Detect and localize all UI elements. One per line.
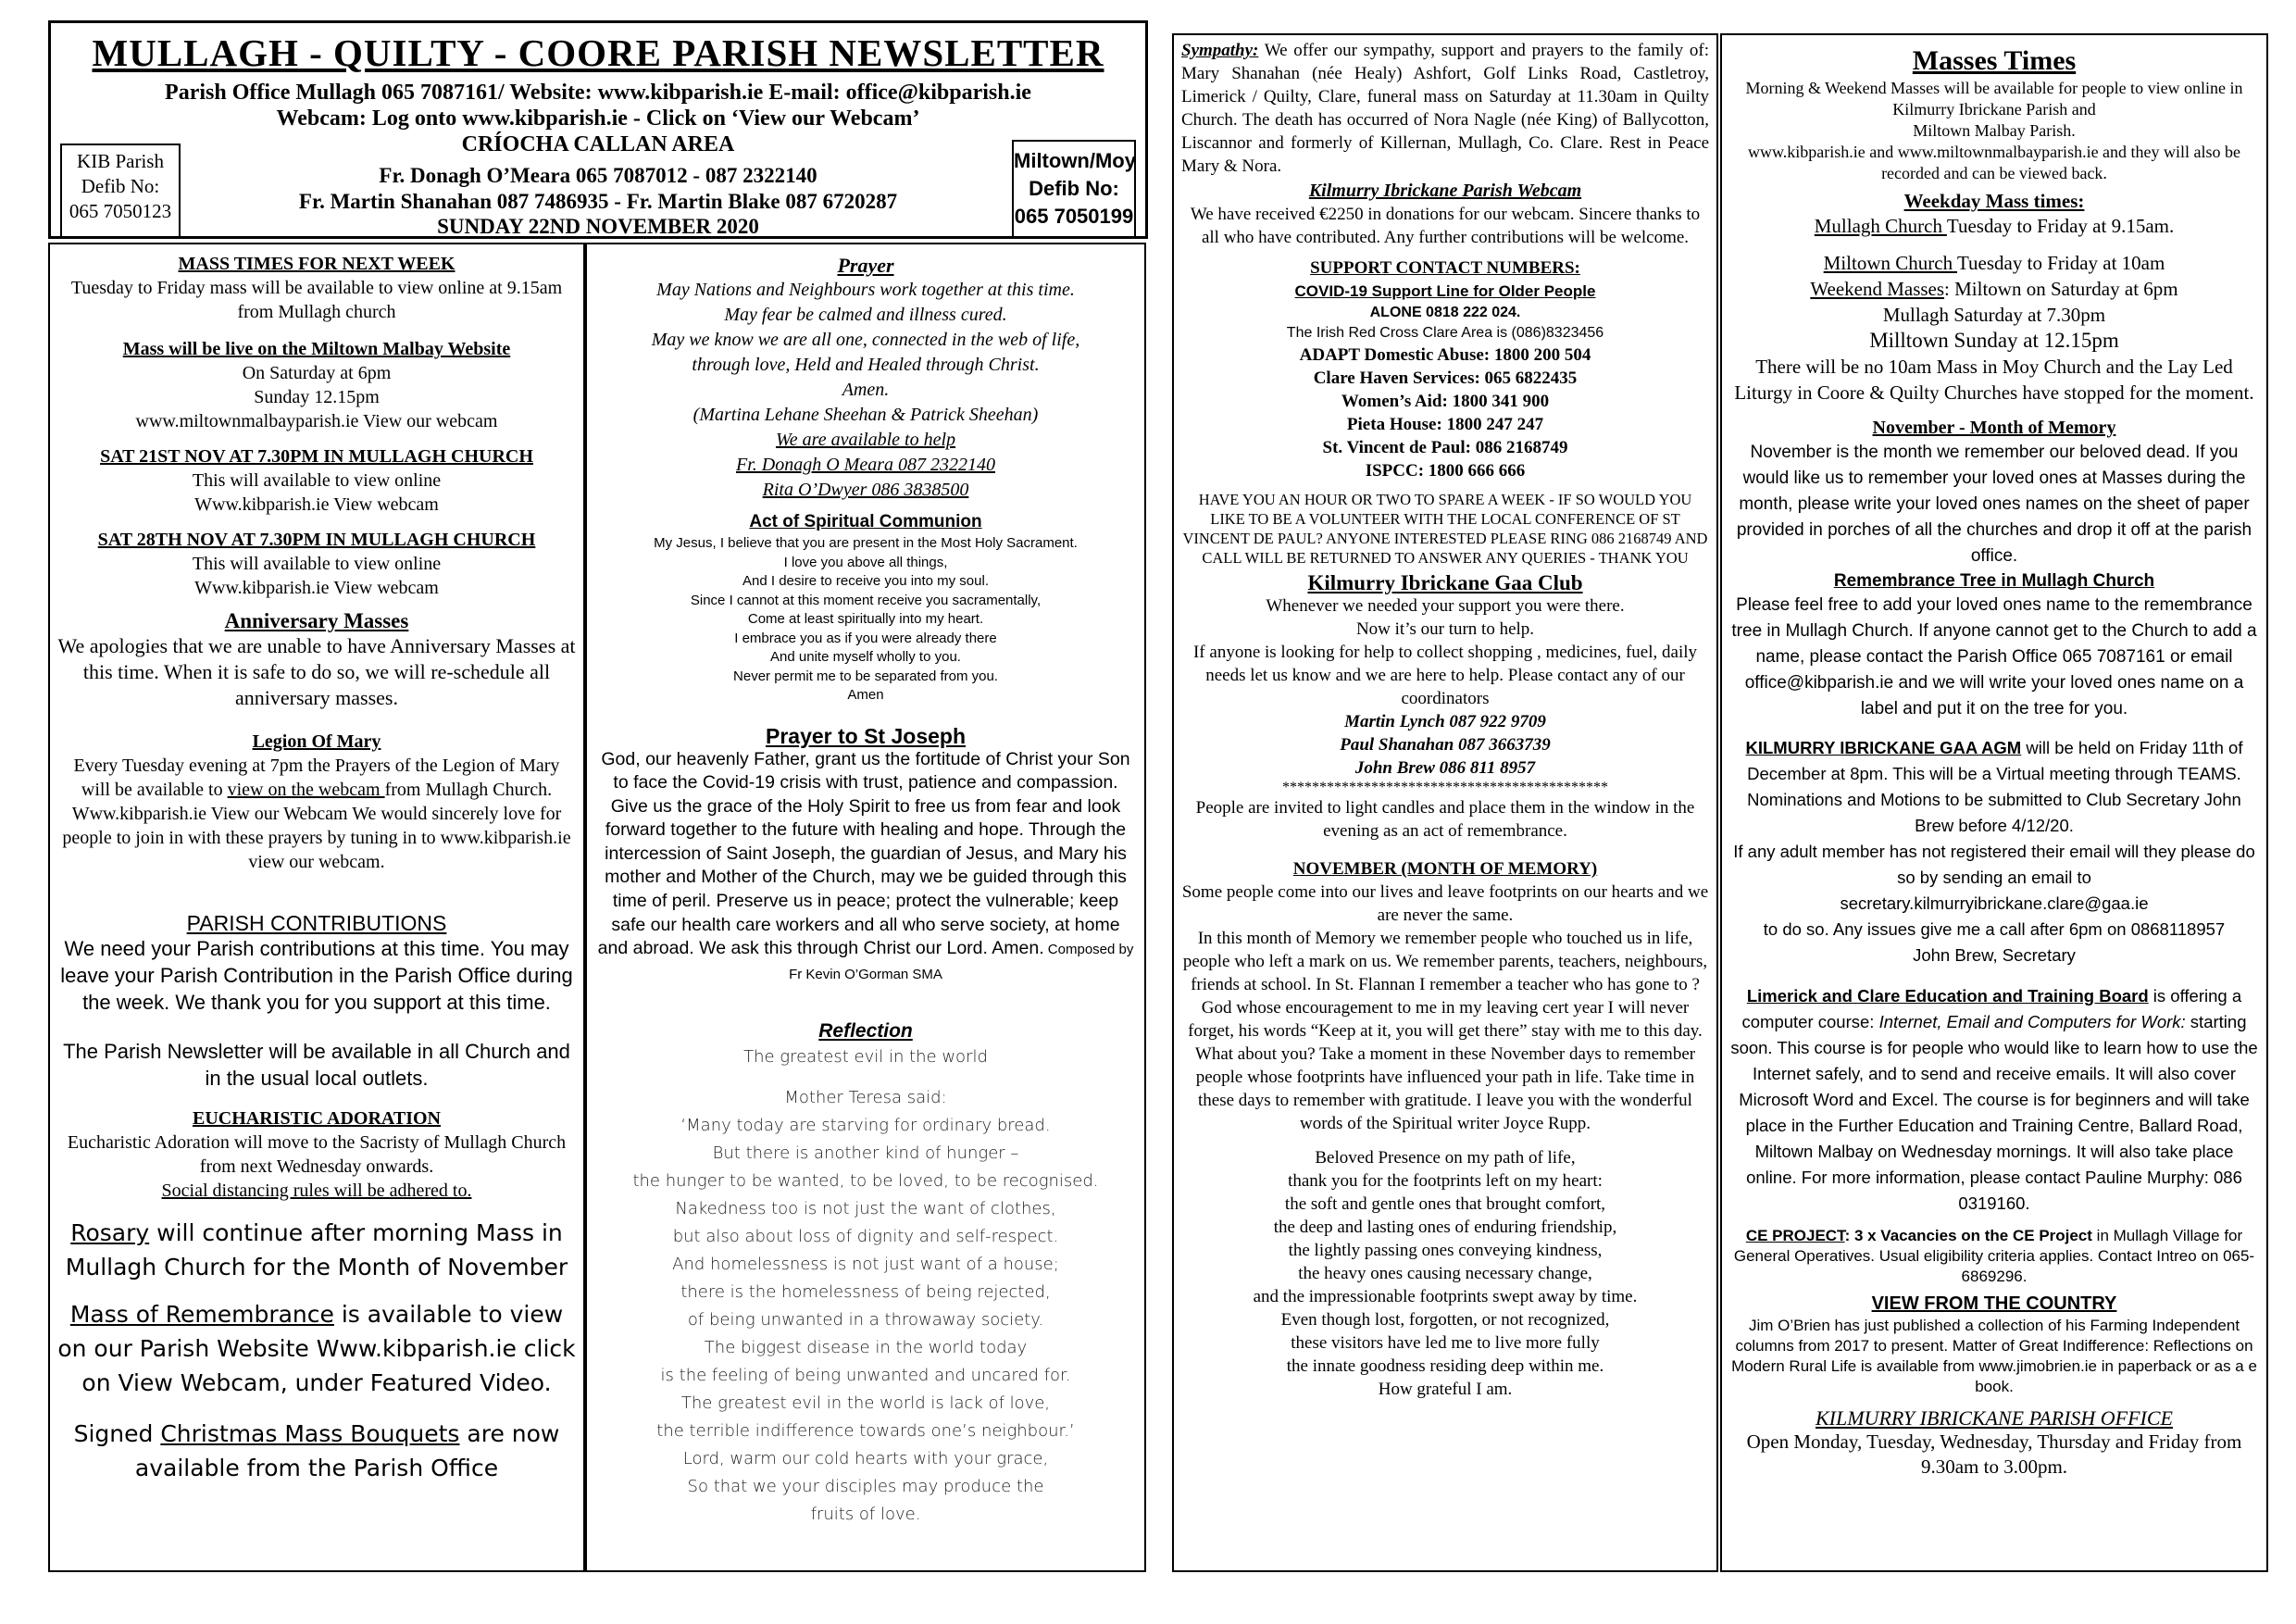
agm-text: KILMURRY IBRICKANE GAA AGM will be held on Friday 11th of December at 8pm. This will be a Virtual meeting through TEAMS. Nominations and Motions to be submitted to Club Secretary John Brew before 4/12/20. xyxy=(1745,738,2243,835)
column-3: Sympathy: We offer our sympathy, support and prayers to the family of: Mary Shanahan (née Healy) Ashfort, Golf Links Road, Castletroy, Limerick / Quilty, Clare, funeral mass on Saturday at 11.30am in Quilty Church. The death has occurred of Nora Nagle (née King) of Ballycotton, Liscannor and formerly of Killernan, Mullagh, Co. Clare. Rest in Peace Mary & Nora. Kilmurry Ibrickane Parish Webcam We have received €2250 in donations for our webcam. Sincere thanks to all who have contributed. Any further contributions will be welcome. SUPPORT CONTACT NUMBERS: COVID-19 Support Line for Older People ALONE 0818 222 024. The Irish Red Cross Clare Area is (086)8323456 ADAPT Domestic Abuse: 1800 200 504 Clare Haven Services: 065 6822435 Women’s Aid: 1800 341 900 Pieta House: 1800 247 247 St. Vincent de Paul: 086 2168749 ISPCC: 1800 666 666 HAVE YOU AN HOUR OR TWO TO SPARE A WEEK - IF SO WOULD YOU LIKE TO BE A VOLUNTEER WITH THE LOCAL CONFERENCE OF ST VINCENT DE PAUL? ANYONE INTERESTED PLEASE RING 086 2168749 AND CALL WILL BE RETURNED TO ANSWER ANY QUERIES - THANK YOU Kilmurry Ibrickane Gaa Club Whenever we needed your support you were there. Now it’s our turn to help. If anyone is looking for help to collect shopping , medicines, fuel, daily needs let us know and we are here to help. Please contact any of our coordinators Martin Lynch 087 922 9709 Paul Shanahan 087 3663739 John Brew 086 811 8957 ******************************************** People are invited to light candles and place them in the window in the evening as an act of remembrance. NOVEMBER (MONTH OF MEMORY) Some people come into our lives and leave footprints on our hearts and we are never the same. In this month of Memory we remember people who touched us in life, people who left a mark on us. We remember parents, teachers, neighbours, friends at school. In St. Flannan I remember a teacher who has gone to ?God whose encouragement to me in my leaving cert year I will never forget, his words “Keep at it, you will get there” stay with me to this day. What about you? Take a moment in these November days to remember people whose footprints have influenced your path in life. Take time in these days to remember with gratitude. I leave you with the wonderful words of the Spiritual writer Joyce Rupp. Beloved Presence on my path of life, thank you for the footprints left on my heart: the soft and gentle ones that brought comfort, the deep and lasting ones of enduring friendship, the lightly passing ones conveying kindness, the heavy ones causing necessary change, and the impressionable footprints swept away by time. Even though lost, forgotten, or not recognized, these visitors have led me to live more fully the innate goodness residing deep within me. How grateful I am. xyxy=(1172,33,1718,1572)
support-numbers: ADAPT Domestic Abuse: 1800 200 504 Clare Haven Services: 065 6822435 Women’s Aid: 1800 341 900 Pieta House: 1800 247 247 St. Vincent de Paul: 086 2168749 ISPCC: 1800 666 666 xyxy=(1299,345,1591,481)
candles-text: People are invited to light candles and place them in the window in the evening as an act of remembrance. xyxy=(1195,798,1695,841)
reflection-heading: Reflection xyxy=(818,1020,913,1043)
contributions-heading: PARISH CONTRIBUTIONS xyxy=(186,911,447,935)
column-4: Masses Times Morning & Weekend Masses will be available for people to view online in Kilmurry Ibrickane Parish and Miltown Malbay Parish. www.kibparish.ie and www.miltownmalbayparish.ie and they will also be recorded and can be viewed back. Weekday Mass times: Mullagh Church Tuesday to Friday at 9.15am. Miltown Church Tuesday to Friday at 10am Weekend Masses: Miltown on Saturday at 6pm Mullagh Saturday at 7.30pm Milltown Sunday at 12.15pm There will be no 10am Mass in Moy Church and the Lay Led Liturgy in Coore & Quilty Churches have stopped for the moment. November - Month of Memory November is the month we remember our beloved dead. If you would like us to remember your loved ones at Masses during the month, please write your loved ones names on the sheet of paper provided in porches of all the churches and drop it off at the parish office. Remembrance Tree in Mullagh Church Please feel free to add your loved ones name to the remembrance tree in Mullagh Church. If anyone cannot get to the Church to add a name, please contact the Parish Office 065 7087161 or email office@kibparish.ie and we will write your loved ones name on a label and put it on the tree for you. KILMURRY IBRICKANE GAA AGM will be held on Friday 11th of December at 8pm. This will be a Virtual meeting through TEAMS. Nominations and Motions to be submitted to Club Secretary John Brew before 4/12/20. If any adult member has not registered their email will they please do so by sending an email to secretary.kilmurryibrickane.clare@gaa.ie to do so. Any issues give me a call after 6pm on 0868118957 John Brew, Secretary Limerick and Clare Education and Training Board is offering a computer course: Internet, Email and Computers for Work: starting soon. This course is for people who would like to learn how to use the Internet safely, and to send and receive emails. It will also cover Microsoft Word and Excel. The course is for beginners and will take place in the Further Education and Training Centre, Ballard Road, Miltown Malbay on Wednesday mornings. It will also take place online. For more information, please contact Pauline Murphy: 086 0319160. CE PROJECT: 3 x Vacancies on the CE Project in Mullagh Village for General Operatives. Usual eligibility criteria applies. Contact Intreo on 065-6869296. VIEW FROM THE COUNTRY Jim O’Brien has just published a collection of his Farming Independent columns from 2017 to present. Matter of Great Indifference: Reflections on Modern Rural Life is available from www.jimobrien.ie in paperback or as a e book. KILMURRY IBRICKANE PARISH OFFICE Open Monday, Tuesday, Wednesday, Thursday and Friday from 9.30am to 3.00pm. xyxy=(1720,33,2268,1572)
agm-email: secretary.kilmurryibrickane.clare@gaa.ie xyxy=(1840,893,2149,913)
anniversary-text: We apologies that we are unable to have Anniversary Masses at this time. When it is safe to do so, we will re-schedule all anniversary masses. xyxy=(57,634,576,709)
remembrance-note: Mass of Remembrance is available to view on our Parish Website Www.kibparish.ie click on View Webcam, under Featured Video. xyxy=(57,1301,576,1396)
webcam-link[interactable]: view on the webcam xyxy=(227,780,385,800)
distancing-note: Social distancing rules will be adhered to. xyxy=(161,1181,472,1201)
area-line: CRÍOCHA CALLAN AREA xyxy=(461,132,735,156)
miltown-live-heading: Mass will be live on the Miltown Malbay Website xyxy=(122,339,511,359)
spiritual-communion-heading: Act of Spiritual Communion xyxy=(749,512,982,531)
rosary-note: Rosary will continue after morning Mass in Mullagh Church for the Month of November xyxy=(65,1219,568,1280)
reflection-text: The greatest evil in the world Mother Teresa said: ‘Many today are starving for ordinary bread. But there is another kind of hunger – the hunger to be wanted, to be loved, to be recognised. Nakedness too is not just the want of clothes, but also about loss of dignity and self-respect. And homelessness is not just want of a house; there is the homelessness of being rejected, of being unwanted in a throwaway society. The biggest disease in the world today is the feeling of being unwanted and uncared for. The greatest evil in the world is lack of love, the terrible indifference towards one’s neighbour.’ Lord, warm our cold hearts with your grace, So that we your disciples may produce the fruits of love. xyxy=(632,1047,1099,1525)
weekday-heading: Weekday Mass times: xyxy=(1903,190,2085,212)
bouquets-note: Signed Christmas Mass Bouquets are now available from the Parish Office xyxy=(73,1420,560,1481)
view-country-heading: VIEW FROM THE COUNTRY xyxy=(1871,1293,2117,1314)
coordinators: Martin Lynch 087 922 9709 Paul Shanahan 087 3663739 John Brew 086 811 8957 xyxy=(1340,712,1551,778)
contact-line: Parish Office Mullagh 065 7087161/ Website: www.kibparish.ie E-mail: office@kibparish.ie xyxy=(165,81,1031,105)
legion-text: Every Tuesday evening at 7pm the Prayers of the Legion of Mary will be available to view on the webcam from Mullagh Church. Www.kibparish.ie View our Webcam We would sincerely love for people to join in with these prayers by tuning in to www.kibparish.ie view our webcam. xyxy=(62,756,571,872)
spiritual-communion-text: My Jesus, I believe that you are present in the Most Holy Sacrament. I love you above all things, And I desire to receive you into my soul. Since I cannot at this moment receive you sacramentally, Come at least spiritually into my heart. I embrace you as if you were already there And unite myself wholly to you. Never permit me to be separated from you. Amen xyxy=(654,535,1078,703)
divider-stars: ******************************************** xyxy=(1282,780,1608,795)
office-hours: Open Monday, Tuesday, Wednesday, Thursday and Friday from 9.30am to 3.00pm. xyxy=(1746,1430,2242,1478)
eucharistic-text: Eucharistic Adoration will move to the Sacristy of Mullagh Church from next Wednesday onwards. xyxy=(67,1132,567,1177)
sat21-heading: SAT 21ST NOV AT 7.30PM IN MULLAGH CHURCH xyxy=(100,446,533,467)
prayer-heading: Prayer xyxy=(837,254,894,277)
sat28-heading: SAT 28TH NOV AT 7.30PM IN MULLAGH CHURCH xyxy=(97,530,536,550)
gaa-heading: Kilmurry Ibrickane Gaa Club xyxy=(1307,571,1583,594)
covid-heading: COVID-19 Support Line for Older People xyxy=(1294,282,1596,300)
november-heading: NOVEMBER (MONTH OF MEMORY) xyxy=(1292,859,1598,879)
miltown-defib-box: Miltown/Moy Defib No: 065 7050199 xyxy=(1012,140,1136,239)
lcetb-text: Limerick and Clare Education and Training Board is offering a computer course: Internet, Email and Computers for Work: starting soon. This course is for people who would like to learn how to use the Internet safely, and to send and receive emails. It will also cover Microsoft Word and Excel. The course is for beginners and will take place in the Further Education and Training Centre, Ballard Road, Miltown Malbay on Wednesday mornings. It will also take place online. For more information, please contact Pauline Murphy: 086 0319160. xyxy=(1730,986,2258,1213)
tree-heading: Remembrance Tree in Mullagh Church xyxy=(1833,571,2155,591)
st-joseph-heading: Prayer to St Joseph xyxy=(765,723,967,748)
masses-heading: Masses Times xyxy=(1912,45,2077,76)
priest-line-1: Fr. Donagh O’Meara 065 7087012 - 087 2322140 xyxy=(379,164,817,187)
tree-text: Please feel free to add your loved ones name to the remembrance tree in Mullagh Church. If anyone cannot get to the Church to add a name, please contact the Parish Office 065 7087161 or email office@kibparish.ie and we will write your loved ones name on a label and put it on the tree for you. xyxy=(1731,595,2257,718)
memory-text: November is the month we remember our beloved dead. If you would like us to remember your loved ones at Masses during the month, please write your loved ones names on the sheet of paper provided in porches of all the churches and drop it off at the parish office. xyxy=(1736,443,2252,566)
webcam-text: We have received €2250 in donations for our webcam. Sincere thanks to all who have contributed. Any further contributions will be welcome. xyxy=(1190,205,1701,247)
kib-defib-box: KIB Parish Defib No: 065 7050123 xyxy=(60,144,181,239)
anniversary-heading: Anniversary Masses xyxy=(224,609,409,632)
newsletter-header xyxy=(48,20,1148,239)
newsletter-note: The Parish Newsletter will be available in all Church and in the usual local outlets. xyxy=(63,1040,570,1090)
mass-schedule: Mullagh Church Tuesday to Friday at 9.15am. Miltown Church Tuesday to Friday at 10am Weekend Masses: Miltown on Saturday at 6pm Mullagh Saturday at 7.30pm Milltown Sunday at 12.15pm There will be no 10am Mass in Moy Church and the Lay Led Liturgy in Coore & Quilty Churches have stopped for the moment. xyxy=(1734,215,2254,404)
redcross-line: The Irish Red Cross Clare Area is (086)8323456 xyxy=(1286,325,1604,341)
legion-heading: Legion Of Mary xyxy=(252,731,381,752)
webcam-heading: Kilmurry Ibrickane Parish Webcam xyxy=(1308,181,1582,201)
volunteer-text: HAVE YOU AN HOUR OR TWO TO SPARE A WEEK - IF SO WOULD YOU LIKE TO BE A VOLUNTEER WITH THE LOCAL CONFERENCE OF ST VINCENT DE PAUL? ANYONE INTERESTED PLEASE RING 086 2168749 AND CALL WILL BE RETURNED TO ANSWER ANY QUERIES - THANK YOU xyxy=(1182,491,1708,567)
prayer-text: May Nations and Neighbours work together at this time. May fear be calmed and illness cured. May we know we are all one, connected in the web of life, through love, Held and Healed through Christ. Amen. (Martina Lehane Sheehan & Patrick Sheehan) We are available to help Fr. Donagh O Meara 087 2322140 Rita O’Dwyer 086 3838500 xyxy=(651,280,1080,500)
memory-heading: November - Month of Memory xyxy=(1872,418,2116,438)
gaa-text: If anyone is looking for help to collect shopping , medicines, fuel, daily needs let us know and we are here to help. Please contact any of our coordinators xyxy=(1192,643,1697,708)
sympathy-text: Sympathy: We offer our sympathy, support and prayers to the family of: Mary Shanahan (née Healy) Ashfort, Golf Links Road, Castletroy, Limerick / Quilty, Clare, funeral mass on Saturday at 11.30am in Quilty Church. The death has occurred of Nora Nagle (née King) of Ballycotton, Liscannor and formerly of Killernan, Mullagh, Co. Clare. Rest in Peace Mary & Nora. xyxy=(1181,41,1709,176)
mass-times-heading: MASS TIMES FOR NEXT WEEK xyxy=(178,254,455,274)
ce-project-text: CE PROJECT: 3 x Vacancies on the CE Project in Mullagh Village for General Operatives. Usual eligibility criteria applies. Contact Intreo on 065-6869296. xyxy=(1733,1227,2255,1285)
newsletter-date: SUNDAY 22ND NOVEMBER 2020 xyxy=(437,215,759,238)
webcam-line: Webcam: Log onto www.kibparish.ie - Click on ‘View our Webcam’ xyxy=(276,106,920,131)
support-heading: SUPPORT CONTACT NUMBERS: xyxy=(1310,258,1580,278)
eucharistic-heading: EUCHARISTIC ADORATION xyxy=(192,1108,441,1129)
column-2 xyxy=(585,243,1146,1572)
priest-line-2: Fr. Martin Shanahan 087 7486935 - Fr. Martin Blake 087 6720287 xyxy=(298,190,898,213)
office-heading: KILMURRY IBRICKANE PARISH OFFICE xyxy=(1816,1406,2173,1430)
alone-line: ALONE 0818 222 024. xyxy=(1369,305,1521,320)
mass-times-text: Tuesday to Friday mass will be available to view online at 9.15am from Mullagh church xyxy=(70,278,563,322)
column-1: MASS TIMES FOR NEXT WEEK Tuesday to Friday mass will be available to view online at 9.15am from Mullagh church Mass will be live on the Miltown Malbay Website On Saturday at 6pm Sunday 12.15pm www.miltownmalbayparish.ie View our webcam SAT 21ST NOV AT 7.30PM IN MULLAGH CHURCH This will available to view online Www.kibparish.ie View webcam SAT 28TH NOV AT 7.30PM IN MULLAGH CHURCH This will available to view online Www.kibparish.ie View webcam Anniversary Masses We apologies that we are unable to have Anniversary Masses at this time. When it is safe to do so, we will re-schedule all anniversary masses. Legion Of Mary Every Tuesday evening at 7pm the Prayers of the Legion of Mary will be available to view on the webcam from Mullagh Church. Www.kibparish.ie View our Webcam We would sincerely love for people to join in with these prayers by tuning in to www.kibparish.ie view our webcam. PARISH CONTRIBUTIONS We need your Parish contributions at this time. You may leave your Parish Contribution in the Parish Office during the week. We thank you for you support at this time. The Parish Newsletter will be available in all Church and in the usual local outlets. EUCHARISTIC ADORATION Eucharistic Adoration will move to the Sacristy of Mullagh Church from next Wednesday onwards. Social distancing rules will be adhered to. Rosary will continue after morning Mass in Mullagh Church for the Month of November Mass of Remembrance is available to view on our Parish Website Www.kibparish.ie click on View Webcam, under Featured Video. Signed Christmas Mass Bouquets are now available from the Parish Office xyxy=(48,243,585,1572)
contributions-text: We need your Parish contributions at this time. You may leave your Parish Contribution in the Parish Office during the week. We thank you for you support at this time. xyxy=(60,937,573,1014)
newsletter-title: MULLAGH - QUILTY - COORE PARISH NEWSLETTER xyxy=(92,31,1104,74)
view-country-text: Jim O’Brien has just published a collection of his Farming Independent columns from 2017 to present. Matter of Great Indifference: Reflections on Modern Rural Life is available from www.jimobrien.ie in paperback or as a e book. xyxy=(1731,1317,2257,1395)
st-joseph-text: God, our heavenly Father, grant us the fortitude of Christ your Son to face the Covid-19 crisis with trust, patience and compassion. Give us the grace of the Holy Spirit to free us from fear and look forward together to the future with healing and hope. Through the intercession of Saint Joseph, the guardian of Jesus, and Mary his mother and Mother of the Church, may we be guided through this time of peril. Preserve us in peace; protect the vulnerable; keep safe our health care workers and all who serve society, at home and abroad. We ask this through Christ our Lord. Amen. Composed by Fr Kevin O’Gorman SMA xyxy=(597,748,1134,982)
footprints-poem: Beloved Presence on my path of life, thank you for the footprints left on my heart: the soft and gentle ones that brought comfort, the deep and lasting ones of enduring friendship, the lightly passing ones conveying kindness, the heavy ones causing necessary change, and the impressionable footprints swept away by time. Even though lost, forgotten, or not recognized, these visitors have led me to live more fully the innate goodness residing deep within me. How grateful I am. xyxy=(1253,1148,1638,1399)
